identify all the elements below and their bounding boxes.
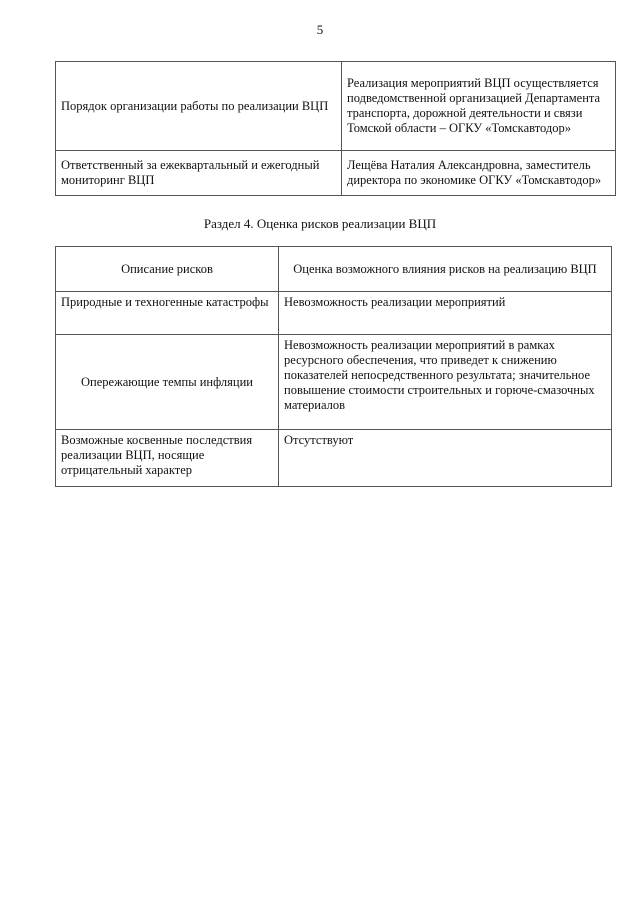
table-row: [56, 430, 612, 487]
risk-assessment-table: [55, 246, 612, 487]
risk-impact: Невозможность реализации мероприятий в рамках ресурсного обеспечения, что приведет к снижению показателей непосредственного результата; значительное повышение стоимости строительных и горюче-смазочных материалов: [279, 335, 612, 430]
table-header-row: [56, 247, 612, 292]
risk-impact: Невозможность реализации мероприятий: [279, 292, 612, 335]
risk-description: Природные и техногенные катастрофы: [56, 292, 279, 335]
risk-description: Возможные косвенные последствия реализации ВЦП, носящие отрицательный характер: [56, 430, 279, 487]
column-header-risk: Описание рисков: [56, 247, 279, 292]
row-value: Лещёва Наталия Александровна, заместитель директора по экономике ОГКУ «Томскавтодор»: [342, 151, 616, 196]
page-number: 5: [316, 22, 324, 37]
row-label: Ответственный за ежеквартальный и ежегодный мониторинг ВЦП: [56, 151, 342, 196]
risk-description: Опережающие темпы инфляции: [56, 335, 279, 430]
table-row: [56, 62, 616, 151]
column-header-impact: Оценка возможного влияния рисков на реализацию ВЦП: [279, 247, 612, 292]
table-row: [56, 151, 616, 196]
row-value: Реализация мероприятий ВЦП осуществляется подведомственной организацией Департамента транспорта, дорожной деятельности и связи Томской области – ОГКУ «Томскавтодор»: [342, 62, 616, 151]
section-title: Раздел 4. Оценка рисков реализации ВЦП: [203, 216, 437, 231]
table-row: [56, 292, 612, 335]
table-row: [56, 335, 612, 430]
row-label: Порядок организации работы по реализации ВЦП: [56, 62, 342, 151]
risk-impact: Отсутствуют: [279, 430, 612, 487]
program-info-table: [55, 61, 616, 196]
